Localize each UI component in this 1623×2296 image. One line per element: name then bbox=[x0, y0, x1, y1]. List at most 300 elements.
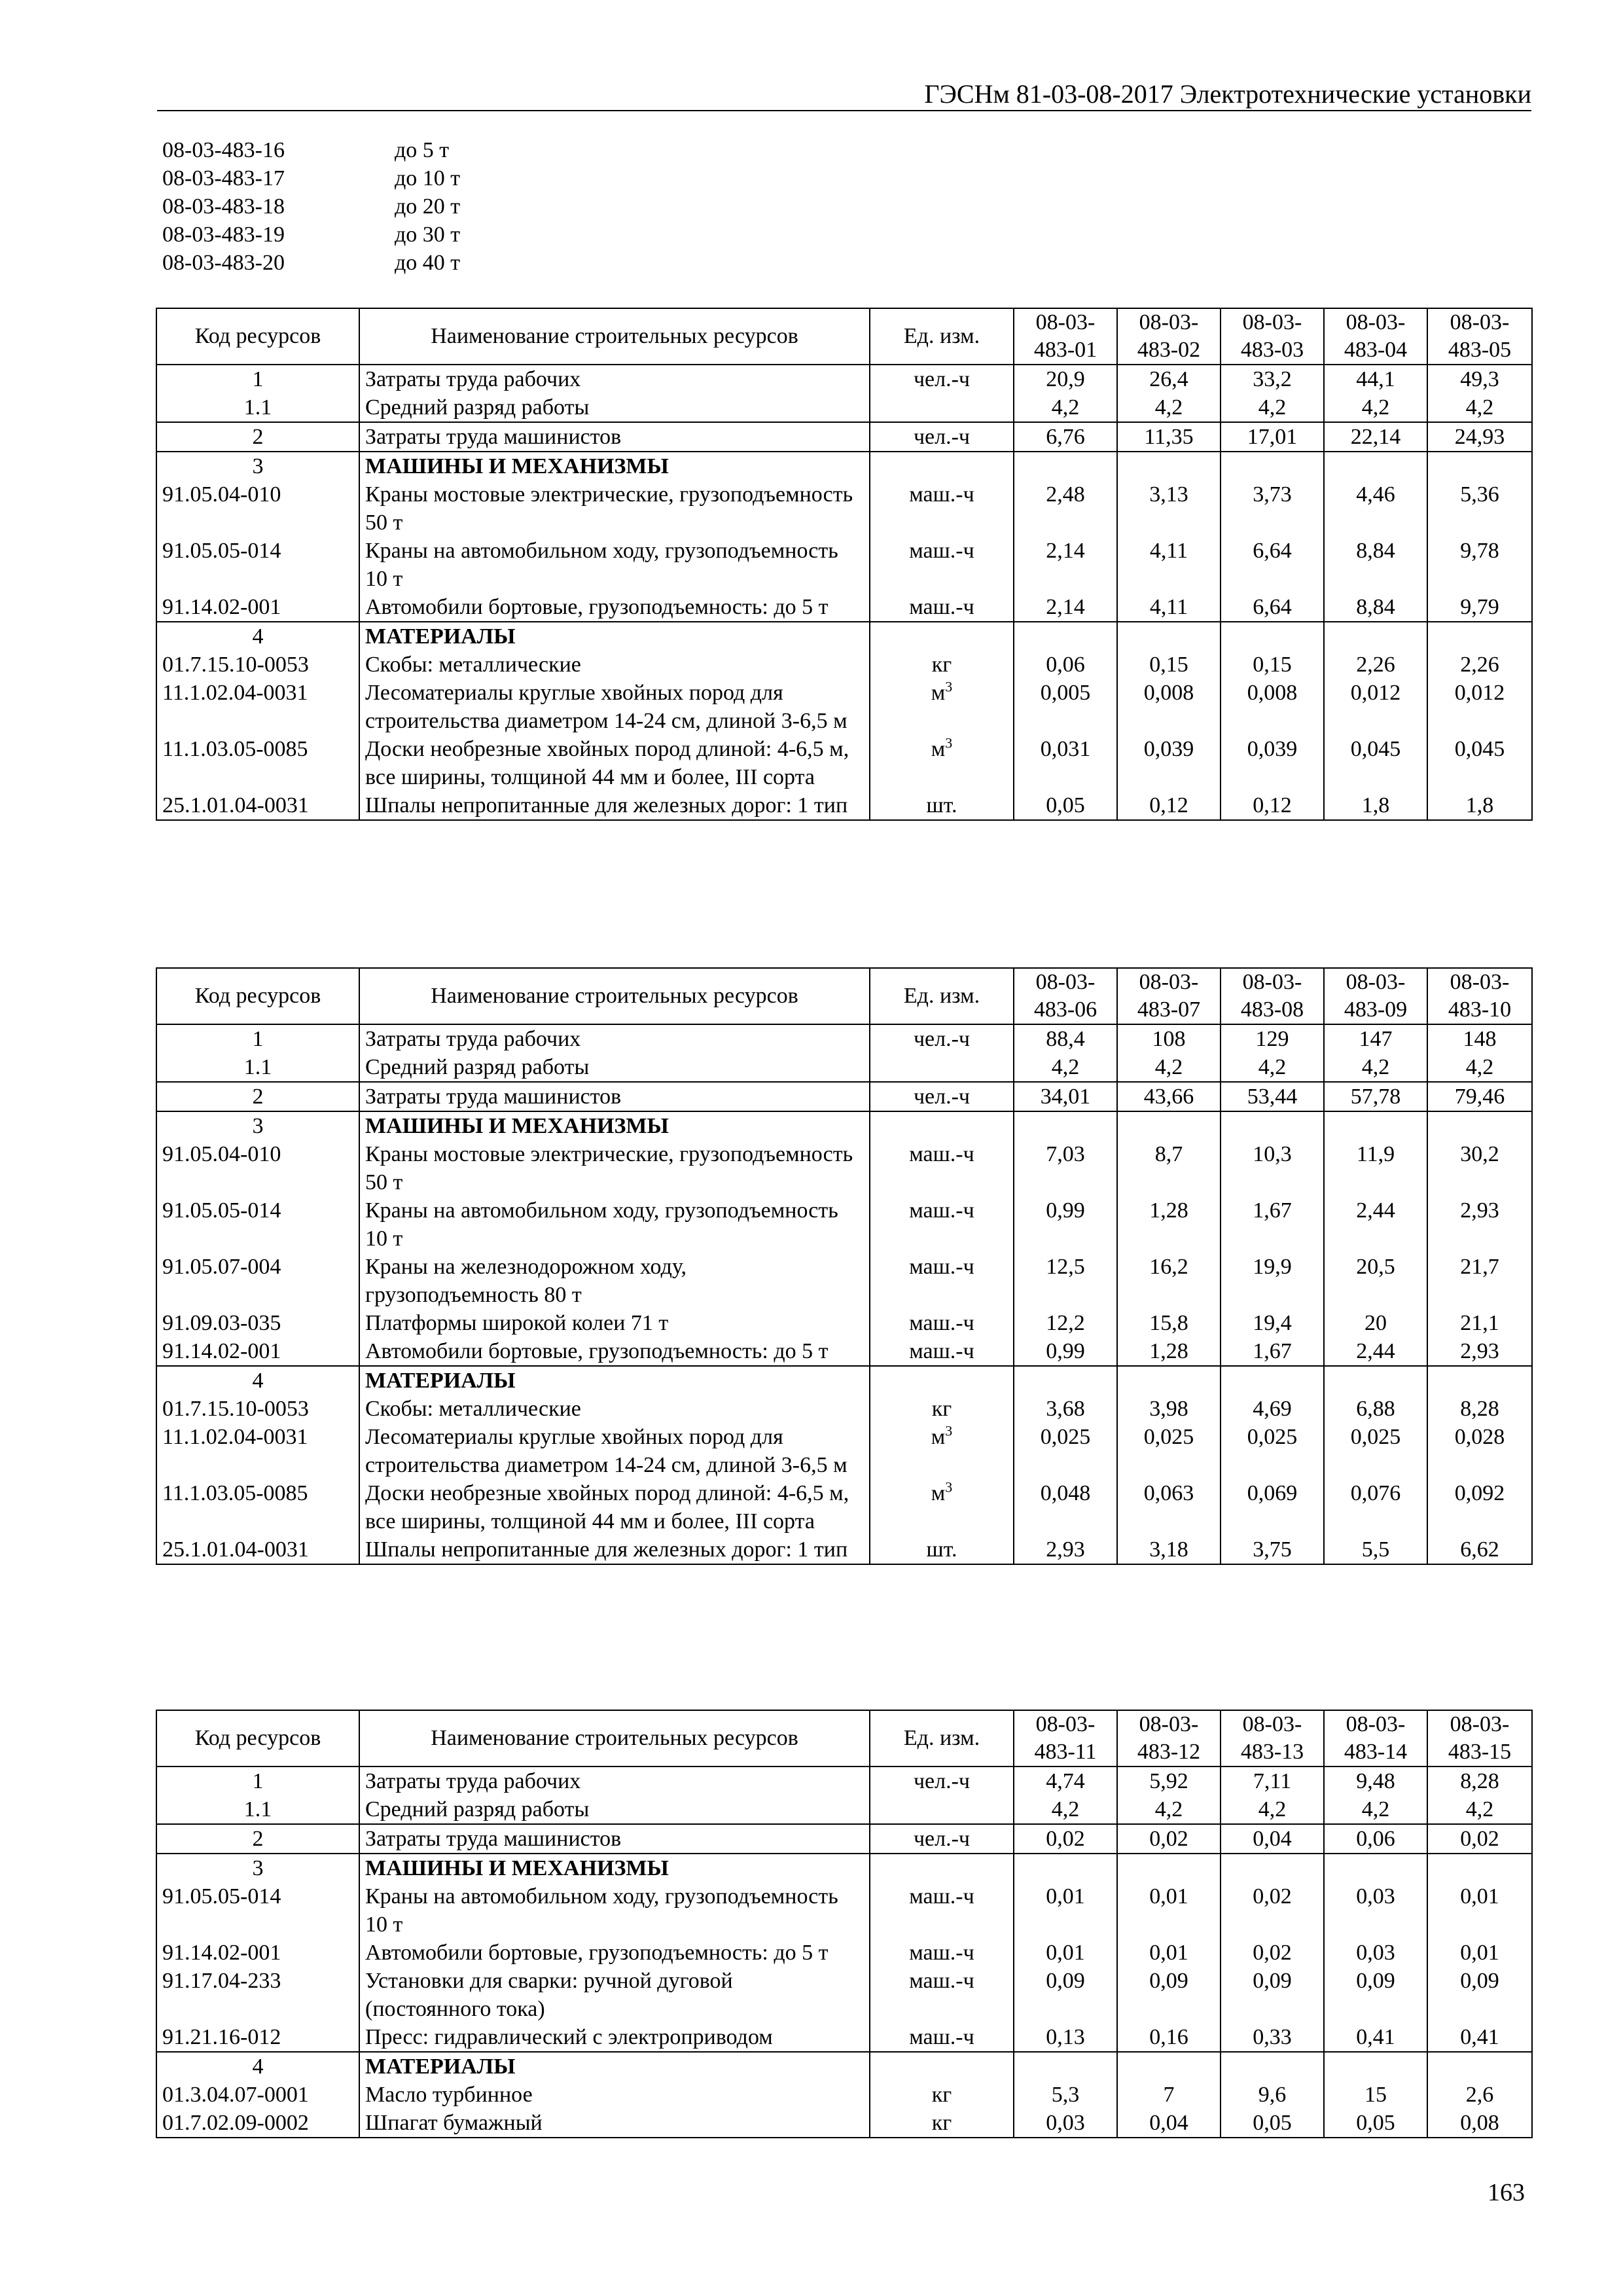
resource-code: 11.1.02.04-0031 bbox=[156, 679, 359, 735]
resource-unit bbox=[870, 622, 1014, 651]
resource-value: 0,08 bbox=[1427, 2109, 1532, 2138]
unit-text: м bbox=[931, 737, 946, 761]
resource-value: 0,063 bbox=[1117, 1479, 1221, 1535]
intro-desc: до 10 т bbox=[395, 166, 461, 190]
resource-name: Средний разряд работы bbox=[359, 1053, 870, 1082]
resource-value: 24,93 bbox=[1427, 422, 1532, 452]
resource-name: Затраты труда машинистов bbox=[359, 422, 870, 452]
header-code: Код ресурсов bbox=[156, 1710, 359, 1767]
resource-name: Средний разряд работы bbox=[359, 393, 870, 422]
table-row bbox=[156, 1854, 1532, 1882]
header-unit: Ед. изм. bbox=[870, 968, 1014, 1024]
resource-value: 0,025 bbox=[1221, 1423, 1324, 1479]
resource-code: 11.1.02.04-0031 bbox=[156, 1423, 359, 1479]
unit-text: шт. bbox=[926, 793, 957, 817]
resource-value: 4,46 bbox=[1324, 480, 1427, 537]
unit-text: чел.-ч bbox=[913, 425, 971, 449]
resource-value bbox=[1427, 622, 1532, 651]
resource-value: 0,09 bbox=[1221, 1967, 1324, 2023]
table-row bbox=[156, 1053, 1532, 1082]
resource-code: 3 bbox=[156, 1111, 359, 1140]
resource-value: 3,18 bbox=[1117, 1535, 1221, 1564]
resource-name: Краны на автомобильном ходу, грузоподъемность 10 т bbox=[359, 1196, 870, 1253]
resource-value bbox=[1324, 622, 1427, 651]
resource-code: 1.1 bbox=[156, 1053, 359, 1082]
table-row bbox=[156, 1024, 1532, 1053]
resource-value: 0,01 bbox=[1014, 1882, 1117, 1939]
resource-value: 2,6 bbox=[1427, 2081, 1532, 2109]
resource-value: 9,79 bbox=[1427, 593, 1532, 622]
resource-code: 2 bbox=[156, 1082, 359, 1111]
resource-value: 0,025 bbox=[1014, 1423, 1117, 1479]
intro-code: 08-03-483-16 bbox=[162, 138, 285, 162]
resource-value bbox=[1117, 452, 1221, 480]
resource-unit bbox=[870, 1795, 1014, 1824]
header-name: Наименование строительных ресурсов bbox=[359, 308, 870, 365]
unit-text: маш.-ч bbox=[909, 1339, 974, 1363]
resource-value: 7,11 bbox=[1221, 1767, 1324, 1795]
resource-value: 4,2 bbox=[1117, 1053, 1221, 1082]
table-row bbox=[156, 1337, 1532, 1366]
resource-value: 0,12 bbox=[1221, 791, 1324, 820]
resource-value: 26,4 bbox=[1117, 365, 1221, 393]
resource-name: Затраты труда рабочих bbox=[359, 1767, 870, 1795]
resource-value: 9,78 bbox=[1427, 537, 1532, 593]
resource-name: Краны мостовые электрические, грузоподъемность 50 т bbox=[359, 1140, 870, 1196]
resource-value: 4,2 bbox=[1427, 1053, 1532, 1082]
resource-value: 0,008 bbox=[1117, 679, 1221, 735]
resource-value: 0,025 bbox=[1117, 1423, 1221, 1479]
resource-unit bbox=[870, 1535, 1014, 1564]
resource-value bbox=[1014, 452, 1117, 480]
header-norm-code: 08-03-483-14 bbox=[1324, 1710, 1427, 1767]
resource-name: Средний разряд работы bbox=[359, 1795, 870, 1824]
resource-name: МАШИНЫ И МЕХАНИЗМЫ bbox=[359, 452, 870, 480]
resource-value: 0,02 bbox=[1117, 1824, 1221, 1854]
resource-value: 21,7 bbox=[1427, 1253, 1532, 1309]
resource-name: МАШИНЫ И МЕХАНИЗМЫ bbox=[359, 1111, 870, 1140]
unit-text: шт. bbox=[926, 1537, 957, 1562]
resource-unit bbox=[870, 1337, 1014, 1366]
table-row bbox=[156, 2023, 1532, 2052]
resource-value: 4,2 bbox=[1014, 393, 1117, 422]
resource-value: 2,26 bbox=[1324, 651, 1427, 679]
resource-value: 0,028 bbox=[1427, 1423, 1532, 1479]
resource-value: 44,1 bbox=[1324, 365, 1427, 393]
header-name: Наименование строительных ресурсов bbox=[359, 1710, 870, 1767]
resource-code: 25.1.01.04-0031 bbox=[156, 1535, 359, 1564]
resource-value bbox=[1324, 1854, 1427, 1882]
resource-value: 4,11 bbox=[1117, 537, 1221, 593]
resource-code: 2 bbox=[156, 422, 359, 452]
resource-value: 2,14 bbox=[1014, 537, 1117, 593]
table-row bbox=[156, 2052, 1532, 2081]
resource-value: 3,98 bbox=[1117, 1395, 1221, 1423]
resource-value: 30,2 bbox=[1427, 1140, 1532, 1196]
resource-value: 0,05 bbox=[1014, 791, 1117, 820]
resource-code: 01.3.04.07-0001 bbox=[156, 2081, 359, 2109]
resource-name: Автомобили бортовые, грузоподъемность: до 5 т bbox=[359, 593, 870, 622]
resource-value bbox=[1324, 2052, 1427, 2081]
page-number: 163 bbox=[1488, 2179, 1525, 2206]
resource-value: 0,33 bbox=[1221, 2023, 1324, 2052]
resource-name: Затраты труда рабочих bbox=[359, 1024, 870, 1053]
unit-exponent: 3 bbox=[945, 734, 953, 751]
resource-unit bbox=[870, 679, 1014, 735]
resource-value: 8,7 bbox=[1117, 1140, 1221, 1196]
unit-text: кг bbox=[931, 1397, 952, 1421]
resource-code: 91.14.02-001 bbox=[156, 1337, 359, 1366]
resource-value: 0,99 bbox=[1014, 1196, 1117, 1253]
resource-value: 0,02 bbox=[1221, 1882, 1324, 1939]
resource-value bbox=[1427, 1854, 1532, 1882]
resource-value bbox=[1324, 1366, 1427, 1395]
resource-unit bbox=[870, 1140, 1014, 1196]
resource-value: 0,04 bbox=[1117, 2109, 1221, 2138]
resource-name: Скобы: металлические bbox=[359, 651, 870, 679]
resource-value: 2,93 bbox=[1427, 1337, 1532, 1366]
resource-value: 0,01 bbox=[1427, 1882, 1532, 1939]
resource-code: 1.1 bbox=[156, 1795, 359, 1824]
table-row bbox=[156, 452, 1532, 480]
header-norm-code: 08-03-483-07 bbox=[1117, 968, 1221, 1024]
unit-text: маш.-ч bbox=[909, 1142, 974, 1166]
resource-code: 91.05.04-010 bbox=[156, 1140, 359, 1196]
resource-value bbox=[1014, 622, 1117, 651]
resource-name: Доски необрезные хвойных пород длиной: 4-6,5 м, все ширины, толщиной 44 мм и более, III сорта bbox=[359, 735, 870, 791]
resource-value: 0,01 bbox=[1117, 1882, 1221, 1939]
unit-text: м bbox=[931, 681, 946, 705]
table-row bbox=[156, 679, 1532, 735]
intro-desc: до 40 т bbox=[395, 251, 461, 275]
resource-code: 91.09.03-035 bbox=[156, 1309, 359, 1337]
resource-value: 4,2 bbox=[1221, 393, 1324, 422]
resource-code: 01.7.15.10-0053 bbox=[156, 651, 359, 679]
resource-code: 4 bbox=[156, 1366, 359, 1395]
unit-exponent: 3 bbox=[945, 678, 953, 695]
resource-name: Шпагат бумажный bbox=[359, 2109, 870, 2138]
resource-value: 49,3 bbox=[1427, 365, 1532, 393]
resource-name: МАТЕРИАЛЫ bbox=[359, 2052, 870, 2081]
resource-value: 2,48 bbox=[1014, 480, 1117, 537]
table-row bbox=[156, 365, 1532, 393]
resource-value: 3,68 bbox=[1014, 1395, 1117, 1423]
unit-text: маш.-ч bbox=[909, 482, 974, 507]
resource-value: 0,039 bbox=[1221, 735, 1324, 791]
unit-text: кг bbox=[931, 653, 952, 677]
resource-value: 0,99 bbox=[1014, 1337, 1117, 1366]
resource-value: 0,031 bbox=[1014, 735, 1117, 791]
resource-unit bbox=[870, 1854, 1014, 1882]
resource-code: 91.14.02-001 bbox=[156, 1939, 359, 1967]
table-row bbox=[156, 593, 1532, 622]
resource-value: 21,1 bbox=[1427, 1309, 1532, 1337]
unit-text: маш.-ч bbox=[909, 1198, 974, 1223]
resource-value: 4,74 bbox=[1014, 1767, 1117, 1795]
table-row bbox=[156, 1082, 1532, 1111]
resource-code: 91.05.05-014 bbox=[156, 1882, 359, 1939]
intro-row bbox=[162, 192, 460, 221]
resource-name: Краны на автомобильном ходу, грузоподъемность 10 т bbox=[359, 537, 870, 593]
resource-value: 4,11 bbox=[1117, 593, 1221, 622]
intro-desc: до 20 т bbox=[395, 194, 461, 219]
resource-value: 4,2 bbox=[1014, 1795, 1117, 1824]
resource-unit bbox=[870, 393, 1014, 422]
header-norm-code: 08-03-483-04 bbox=[1324, 308, 1427, 365]
resource-value: 4,2 bbox=[1427, 1795, 1532, 1824]
table-row bbox=[156, 1253, 1532, 1309]
resource-name: Масло турбинное bbox=[359, 2081, 870, 2109]
resource-value bbox=[1221, 1854, 1324, 1882]
resource-value: 4,2 bbox=[1324, 1795, 1427, 1824]
resource-name: МАШИНЫ И МЕХАНИЗМЫ bbox=[359, 1854, 870, 1882]
resource-value: 0,069 bbox=[1221, 1479, 1324, 1535]
resource-value: 79,46 bbox=[1427, 1082, 1532, 1111]
resource-value: 0,05 bbox=[1221, 2109, 1324, 2138]
resource-value: 2,93 bbox=[1427, 1196, 1532, 1253]
resource-unit bbox=[870, 1423, 1014, 1479]
resource-unit bbox=[870, 1967, 1014, 2023]
header-norm-code: 08-03-483-05 bbox=[1427, 308, 1532, 365]
resource-value: 0,01 bbox=[1014, 1939, 1117, 1967]
resource-unit bbox=[870, 1479, 1014, 1535]
resource-value: 2,93 bbox=[1014, 1535, 1117, 1564]
resource-value bbox=[1014, 1854, 1117, 1882]
unit-text: маш.-ч bbox=[909, 1311, 974, 1335]
resource-name: Затраты труда машинистов bbox=[359, 1082, 870, 1111]
resource-value: 2,14 bbox=[1014, 593, 1117, 622]
resource-value: 5,36 bbox=[1427, 480, 1532, 537]
resource-unit bbox=[870, 422, 1014, 452]
resource-value bbox=[1221, 1111, 1324, 1140]
resource-value bbox=[1324, 1111, 1427, 1140]
resource-value: 1,67 bbox=[1221, 1196, 1324, 1253]
header-norm-code: 08-03-483-08 bbox=[1221, 968, 1324, 1024]
resource-value: 6,62 bbox=[1427, 1535, 1532, 1564]
resource-value: 0,41 bbox=[1324, 2023, 1427, 2052]
resource-unit bbox=[870, 1309, 1014, 1337]
resource-value: 1,8 bbox=[1427, 791, 1532, 820]
resource-value: 0,12 bbox=[1117, 791, 1221, 820]
resource-value: 0,025 bbox=[1324, 1423, 1427, 1479]
resource-value: 16,2 bbox=[1117, 1253, 1221, 1309]
resource-value: 9,48 bbox=[1324, 1767, 1427, 1795]
resource-value: 108 bbox=[1117, 1024, 1221, 1053]
resource-value: 0,09 bbox=[1014, 1967, 1117, 2023]
resource-value: 0,01 bbox=[1427, 1939, 1532, 1967]
header-name: Наименование строительных ресурсов bbox=[359, 968, 870, 1024]
resource-value: 0,012 bbox=[1324, 679, 1427, 735]
resource-value: 2,26 bbox=[1427, 651, 1532, 679]
table-row bbox=[156, 480, 1532, 537]
resource-value: 1,28 bbox=[1117, 1196, 1221, 1253]
resource-value: 0,09 bbox=[1324, 1967, 1427, 2023]
unit-text: чел.-ч bbox=[913, 367, 971, 391]
resource-value bbox=[1014, 2052, 1117, 2081]
resource-unit bbox=[870, 1366, 1014, 1395]
resource-name: Затраты труда рабочих bbox=[359, 365, 870, 393]
unit-text: кг bbox=[931, 2083, 952, 2107]
header-norm-code: 08-03-483-06 bbox=[1014, 968, 1117, 1024]
resource-value: 0,03 bbox=[1324, 1939, 1427, 1967]
header-norm-code: 08-03-483-13 bbox=[1221, 1710, 1324, 1767]
resource-value bbox=[1014, 1366, 1117, 1395]
unit-text: м bbox=[931, 1481, 946, 1505]
resource-value: 0,15 bbox=[1221, 651, 1324, 679]
resource-unit bbox=[870, 651, 1014, 679]
table-header-row bbox=[156, 308, 1532, 365]
resource-value: 4,2 bbox=[1324, 393, 1427, 422]
unit-text: м bbox=[931, 1425, 946, 1449]
table-row bbox=[156, 393, 1532, 422]
unit-text: маш.-ч bbox=[909, 539, 974, 563]
resource-value: 8,28 bbox=[1427, 1767, 1532, 1795]
resource-value: 0,01 bbox=[1117, 1939, 1221, 1967]
resource-value: 0,048 bbox=[1014, 1479, 1117, 1535]
resource-code: 91.05.04-010 bbox=[156, 480, 359, 537]
resource-unit bbox=[870, 1767, 1014, 1795]
unit-text: чел.-ч bbox=[913, 1769, 971, 1793]
table-row bbox=[156, 537, 1532, 593]
resource-unit bbox=[870, 1824, 1014, 1854]
resource-name: Шпалы непропитанные для железных дорог: 1 тип bbox=[359, 1535, 870, 1564]
resource-value bbox=[1117, 1854, 1221, 1882]
resource-code: 4 bbox=[156, 622, 359, 651]
resource-value: 4,2 bbox=[1117, 1795, 1221, 1824]
resource-value: 0,41 bbox=[1427, 2023, 1532, 2052]
intro-row bbox=[162, 164, 460, 192]
resource-unit bbox=[870, 791, 1014, 820]
resource-unit bbox=[870, 735, 1014, 791]
resource-value: 3,13 bbox=[1117, 480, 1221, 537]
resource-name: Скобы: металлические bbox=[359, 1395, 870, 1423]
resource-unit bbox=[870, 452, 1014, 480]
header-norm-code: 08-03-483-01 bbox=[1014, 308, 1117, 365]
unit-text: чел.-ч bbox=[913, 1085, 971, 1109]
unit-text: маш.-ч bbox=[909, 1255, 974, 1279]
resource-value: 3,75 bbox=[1221, 1535, 1324, 1564]
table-row bbox=[156, 735, 1532, 791]
resource-value: 12,5 bbox=[1014, 1253, 1117, 1309]
resource-table-2 bbox=[156, 967, 1533, 1565]
resource-unit bbox=[870, 1111, 1014, 1140]
resource-name: МАТЕРИАЛЫ bbox=[359, 622, 870, 651]
resource-code: 11.1.03.05-0085 bbox=[156, 735, 359, 791]
table-row bbox=[156, 1824, 1532, 1854]
resource-value: 0,04 bbox=[1221, 1824, 1324, 1854]
resource-value: 10,3 bbox=[1221, 1140, 1324, 1196]
document-title: ГЭСНм 81-03-08-2017 Электротехнические установки bbox=[924, 79, 1531, 109]
resource-name: Затраты труда машинистов bbox=[359, 1824, 870, 1854]
resource-value bbox=[1324, 452, 1427, 480]
resource-value: 0,092 bbox=[1427, 1479, 1532, 1535]
table-row bbox=[156, 2109, 1532, 2138]
table-row bbox=[156, 791, 1532, 820]
unit-text: кг bbox=[931, 2111, 952, 2135]
resource-value: 4,2 bbox=[1427, 393, 1532, 422]
table-row bbox=[156, 1366, 1532, 1395]
unit-text: маш.-ч bbox=[909, 595, 974, 619]
resource-value bbox=[1221, 452, 1324, 480]
resource-value: 0,16 bbox=[1117, 2023, 1221, 2052]
intro-row bbox=[162, 136, 460, 164]
table-row bbox=[156, 1535, 1532, 1564]
resource-unit bbox=[870, 2109, 1014, 2138]
resource-unit bbox=[870, 365, 1014, 393]
resource-value: 0,005 bbox=[1014, 679, 1117, 735]
resource-value: 0,045 bbox=[1427, 735, 1532, 791]
resource-value: 0,13 bbox=[1014, 2023, 1117, 2052]
resource-value: 5,92 bbox=[1117, 1767, 1221, 1795]
header-unit: Ед. изм. bbox=[870, 308, 1014, 365]
unit-text: маш.-ч bbox=[909, 2025, 974, 2049]
unit-text: маш.-ч bbox=[909, 1969, 974, 1993]
resource-code: 1 bbox=[156, 1767, 359, 1795]
table-header-row bbox=[156, 968, 1532, 1024]
resource-value: 11,35 bbox=[1117, 422, 1221, 452]
resource-value: 0,02 bbox=[1014, 1824, 1117, 1854]
resource-value: 2,44 bbox=[1324, 1337, 1427, 1366]
unit-text: чел.-ч bbox=[913, 1027, 971, 1051]
resource-unit bbox=[870, 593, 1014, 622]
resource-value: 0,06 bbox=[1014, 651, 1117, 679]
resource-value bbox=[1427, 1111, 1532, 1140]
resource-code: 91.05.07-004 bbox=[156, 1253, 359, 1309]
resource-value: 19,9 bbox=[1221, 1253, 1324, 1309]
resource-table-1 bbox=[156, 308, 1533, 821]
table-row bbox=[156, 422, 1532, 452]
resource-value: 34,01 bbox=[1014, 1082, 1117, 1111]
resource-value: 20 bbox=[1324, 1309, 1427, 1337]
table-row bbox=[156, 2081, 1532, 2109]
resource-unit bbox=[870, 2023, 1014, 2052]
resource-value: 4,2 bbox=[1221, 1053, 1324, 1082]
header-unit: Ед. изм. bbox=[870, 1710, 1014, 1767]
resource-value: 6,88 bbox=[1324, 1395, 1427, 1423]
resource-value: 0,03 bbox=[1324, 1882, 1427, 1939]
resource-value: 8,84 bbox=[1324, 537, 1427, 593]
resource-value: 4,2 bbox=[1324, 1053, 1427, 1082]
resource-value bbox=[1014, 1111, 1117, 1140]
resource-value bbox=[1117, 1111, 1221, 1140]
resource-value: 33,2 bbox=[1221, 365, 1324, 393]
resource-code: 1 bbox=[156, 365, 359, 393]
resource-code: 1 bbox=[156, 1024, 359, 1053]
header-norm-code: 08-03-483-09 bbox=[1324, 968, 1427, 1024]
resource-value: 0,05 bbox=[1324, 2109, 1427, 2138]
unit-text: чел.-ч bbox=[913, 1827, 971, 1851]
resource-value: 148 bbox=[1427, 1024, 1532, 1053]
resource-code: 91.14.02-001 bbox=[156, 593, 359, 622]
resource-unit bbox=[870, 2052, 1014, 2081]
resource-value: 57,78 bbox=[1324, 1082, 1427, 1111]
resource-value: 88,4 bbox=[1014, 1024, 1117, 1053]
resource-value: 15,8 bbox=[1117, 1309, 1221, 1337]
resource-name: Лесоматериалы круглые хвойных пород для строительства диаметром 14-24 см, длиной 3-6,5 м bbox=[359, 1423, 870, 1479]
resource-value: 9,6 bbox=[1221, 2081, 1324, 2109]
resource-code: 3 bbox=[156, 452, 359, 480]
table-row bbox=[156, 622, 1532, 651]
resource-code: 91.05.05-014 bbox=[156, 537, 359, 593]
resource-code: 91.05.05-014 bbox=[156, 1196, 359, 1253]
page-header bbox=[157, 73, 1531, 111]
resource-name: Краны на железнодорожном ходу, грузоподъемность 80 т bbox=[359, 1253, 870, 1309]
resource-value: 4,69 bbox=[1221, 1395, 1324, 1423]
header-code: Код ресурсов bbox=[156, 308, 359, 365]
table-row bbox=[156, 651, 1532, 679]
resource-code: 4 bbox=[156, 2052, 359, 2081]
resource-value bbox=[1427, 1366, 1532, 1395]
